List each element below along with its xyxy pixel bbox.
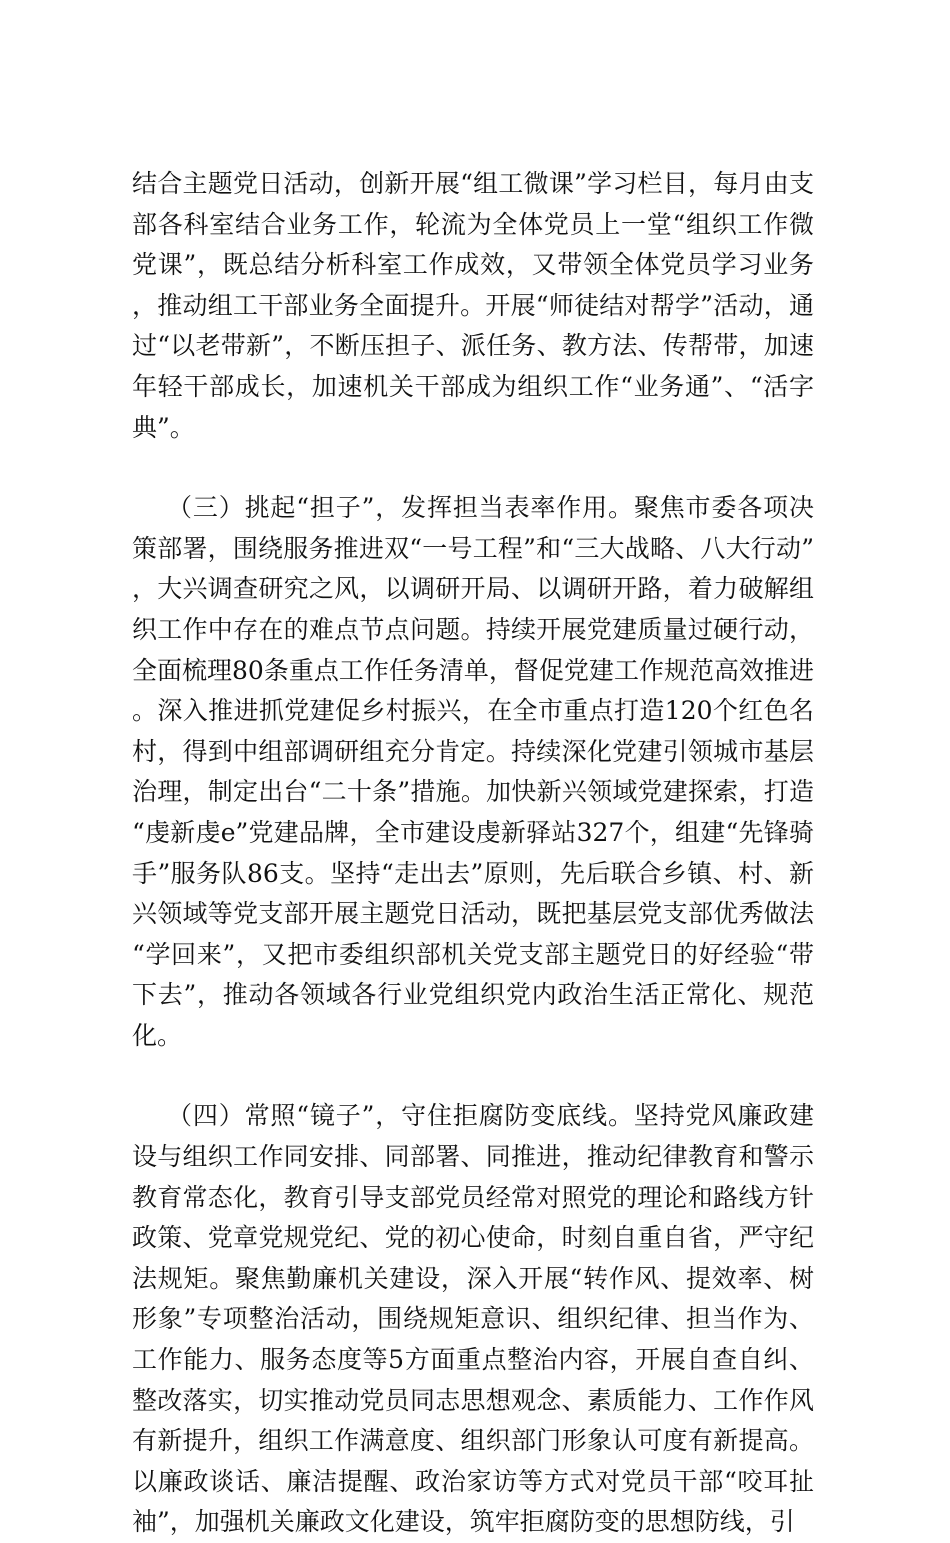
- paragraph-section-four: （四）常照“镜子”，守住拒腐防变底线。坚持党风廉政建设与组织工作同安排、同部署、同推进，推动纪律教育和警示教育常态化，教育引导支部党员经常对照党的理论和路线方针政策、党章党规党纪、党的初心使命，时刻自重自省，严守纪法规矩。聚焦勤廉机关建设，深入开展“转作风、提效率、树形象”专项整治活动，围绕规矩意识、组织纪律、担当作为、工作能力、服务态度等5方面重点整治内容，开展自查自纠、整改落实，切实推动党员同志思想观念、素质能力、工作作风有新提升，组织工作满意度、组织部门形象认可度有新提高。以廉政谈话、廉洁提醒、政治家访等方式对党员干部“咬耳扯袖”，加强机关廉政文化建设，筑牢拒腐防变的思想防线，引: [132, 1101, 814, 1537]
- paragraph-section-three: （三）挑起“担子”，发挥担当表率作用。聚焦市委各项决策部署，围绕服务推进双“一号工程”和“三大战略、八大行动”，大兴调查研究之风，以调研开局、以调研开路，着力破解组织工作中存在的难点节点问题。持续开展党建质量过硬行动，全面梳理80条重点工作任务清单，督促党建工作规范高效推进。深入推进抓党建促乡村振兴，在全市重点打造120个红色名村，得到中组部调研组充分肯定。持续深化党建引领城市基层治理，制定出台“二十条”措施。加快新兴领域党建探索，打造“虔新虔e”党建品牌，全市建设虔新驿站327个，组建“先锋骑手”服务队86支。坚持“走出去”原则，先后联合乡镇、村、新兴领域等党支部开展主题党日活动，既把基层党支部优秀做法“学回来”，又把市委组织部机关党支部主题党日的好经验“带下去”，推动各领域各行业党组织党内政治生活正常化、规范化。: [132, 493, 814, 1050]
- document-page: [132, 164, 814, 1543]
- paragraph-study-activities: 结合主题党日活动，创新开展“组工微课”学习栏目，每月由支部各科室结合业务工作，轮流为全体党员上一堂“组织工作微党课”，既总结分析科室工作成效，又带领全体党员学习业务，推动组工干部业务全面提升。开展“师徒结对帮学”活动，通过“以老带新”，不断压担子、派任务、教方法、传帮带，加速年轻干部成长，加速机关干部成为组织工作“业务通”、“活字典”。: [132, 169, 814, 442]
